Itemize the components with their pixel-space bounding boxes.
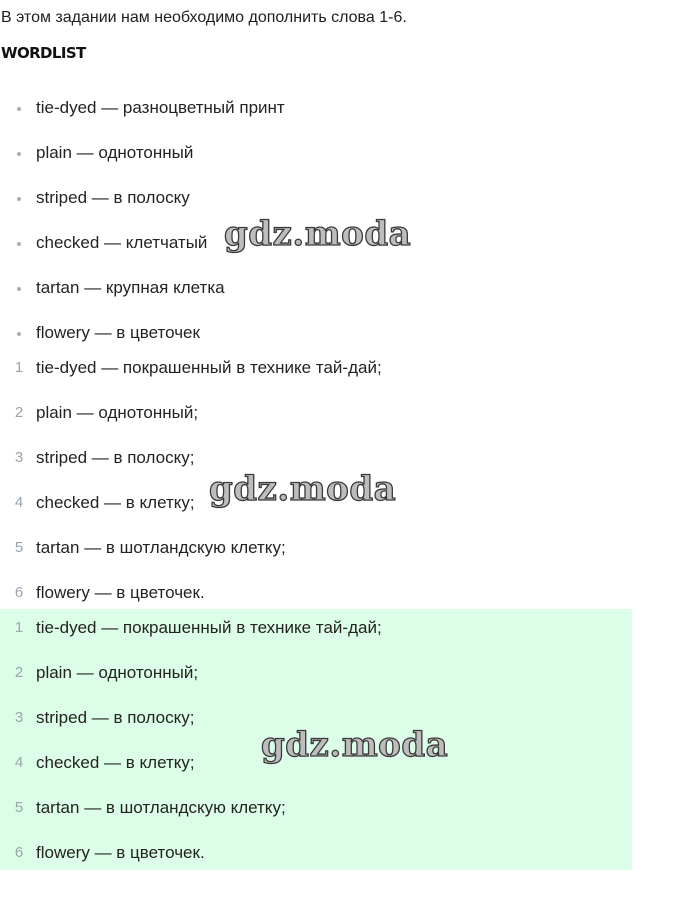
list-item-text: striped — в полоску;	[36, 448, 195, 467]
list-item	[0, 481, 632, 526]
list-item-text: tie-dyed — покрашенный в технике тай-дай;	[36, 618, 382, 637]
list-item-text: tie-dyed — разноцветный принт	[36, 98, 285, 117]
item-number: 6	[14, 584, 24, 601]
highlighted-answer-list	[0, 606, 632, 876]
item-number: 6	[14, 844, 24, 861]
item-number: 1	[14, 619, 24, 636]
list-item	[0, 391, 632, 436]
list-item	[0, 436, 632, 481]
watermark: gdz.moda	[209, 469, 397, 509]
bullet-icon	[17, 152, 21, 156]
answer-list	[0, 346, 632, 616]
list-item	[0, 176, 632, 221]
list-item	[0, 831, 632, 876]
list-item	[0, 86, 632, 131]
list-item	[0, 346, 632, 391]
list-item-text: flowery — в цветочек.	[36, 583, 205, 602]
list-item	[0, 786, 632, 831]
list-item-text: plain — однотонный	[36, 143, 194, 162]
item-number: 4	[14, 754, 24, 771]
bullet-icon	[17, 287, 21, 291]
list-item-text: striped — в полоску	[36, 188, 190, 207]
list-item	[0, 526, 632, 571]
list-item-text: checked — в клетку;	[36, 753, 195, 772]
list-item-text: tartan — в шотландскую клетку;	[36, 798, 286, 817]
list-item	[0, 221, 632, 266]
list-item	[0, 696, 632, 741]
item-number: 3	[14, 709, 24, 726]
list-item-text: tartan — крупная клетка	[36, 278, 225, 297]
list-item	[0, 266, 632, 311]
list-item-text: plain — однотонный;	[36, 663, 199, 682]
item-number: 2	[14, 664, 24, 681]
bullet-icon	[17, 332, 21, 336]
list-item-text: striped — в полоску;	[36, 708, 195, 727]
list-item-text: tartan — в шотландскую клетку;	[36, 538, 286, 557]
item-number: 3	[14, 449, 24, 466]
bullet-icon	[17, 107, 21, 111]
bullet-icon	[17, 197, 21, 201]
intro-text: В этом задании нам необходимо дополнить слова 1-6.	[1, 9, 407, 26]
bullet-icon	[17, 242, 21, 246]
wordlist	[0, 86, 632, 356]
item-number: 5	[14, 539, 24, 556]
list-item	[0, 651, 632, 696]
watermark: gdz.moda	[261, 725, 449, 765]
list-item-text: tie-dyed — покрашенный в технике тай-дай;	[36, 358, 382, 377]
list-item-text: plain — однотонный;	[36, 403, 199, 422]
item-number: 1	[14, 359, 24, 376]
list-item	[0, 606, 632, 651]
wordlist-heading: WORDLIST	[1, 44, 86, 62]
item-number: 5	[14, 799, 24, 816]
list-item-text: flowery — в цветочек.	[36, 843, 205, 862]
item-number: 2	[14, 404, 24, 421]
list-item	[0, 131, 632, 176]
list-item-text: flowery — в цветочек	[36, 323, 200, 342]
item-number: 4	[14, 494, 24, 511]
list-item-text: checked — в клетку;	[36, 493, 195, 512]
list-item-text: checked — клетчатый	[36, 233, 208, 252]
list-item	[0, 741, 632, 786]
watermark: gdz.moda	[224, 214, 412, 254]
